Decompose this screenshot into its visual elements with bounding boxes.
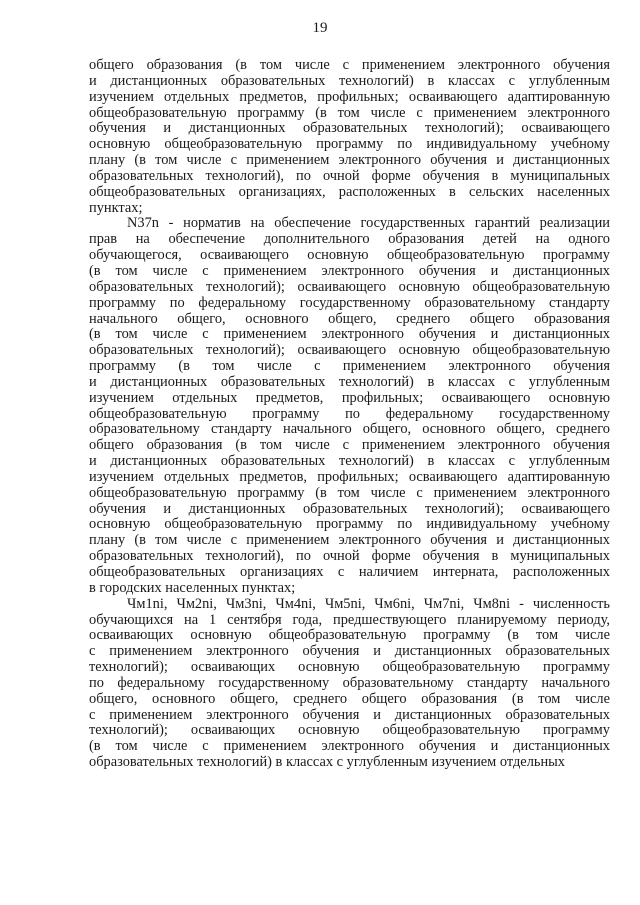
text-line: плану (в том числе с применением электронного обучения и дистанционных xyxy=(89,152,610,169)
text-line: технологий); осваивающих основную общеобразовательную программу xyxy=(89,722,610,739)
text-line: с применением электронного обучения и дистанционных образовательных xyxy=(89,643,610,660)
text-line: образовательных технологий); осваивающего основную общеобразовательную xyxy=(89,278,610,295)
text-line: образовательных технологий), по очной форме обучения в муниципальных xyxy=(89,548,610,565)
text-line: технологий); осваивающих основную общеобразовательную программу xyxy=(89,659,610,676)
paragraph-p3 xyxy=(89,597,610,771)
text-line: и дистанционных образовательных технологий) в классах с углубленным xyxy=(89,72,610,89)
text-line: обучающихся на 1 сентября года, предшествующего планируемому периоду, xyxy=(89,611,610,628)
text-line: изучением отдельных предметов, профильных; осваивающего адаптированную xyxy=(89,468,610,485)
text-line: Чм1ni, Чм2ni, Чм3ni, Чм4ni, Чм5ni, Чм6ni, Чм7ni, Чм8ni - численность xyxy=(127,595,610,612)
text-line: (в том числе с применением электронного обучения и дистанционных xyxy=(89,738,610,755)
text-line: общего образования (в том числе с применением электронного обучения xyxy=(89,437,610,454)
text-line: и дистанционных образовательных технологий) в классах с углубленным xyxy=(89,373,610,390)
text-line: общеобразовательных организациях с наличием интерната, расположенных xyxy=(89,564,610,580)
text-line: общего образования (в том числе с применением электронного обучения xyxy=(89,57,610,73)
text-line: по федеральному государственному образовательному стандарту начального xyxy=(89,674,610,691)
text-line: изучением отдельных предметов, профильных; осваивающего основную xyxy=(89,389,610,406)
text-line: общеобразовательную программу (в том числе с применением электронного xyxy=(89,484,610,501)
text-line: общеобразовательную программу по федеральному государственному xyxy=(89,405,610,422)
text-line: общеобразовательных организациях, расположенных в сельских населенных xyxy=(89,183,610,200)
text-line: в городских населенных пунктах; xyxy=(89,579,296,596)
text-line: обучения и дистанционных образовательных технологий); осваивающего xyxy=(89,120,610,137)
text-line: пунктах; xyxy=(89,199,143,216)
text-line: осваивающих основную общеобразовательную программу (в том числе xyxy=(89,627,610,644)
text-line: и дистанционных образовательных технологий) в классах с углубленным xyxy=(89,453,610,470)
text-line: образовательных технологий) в классах с углубленным изучением отдельных xyxy=(89,754,566,771)
paragraph-p2 xyxy=(89,216,610,596)
text-line: (в том числе с применением электронного обучения и дистанционных xyxy=(89,262,610,279)
paragraph-p1 xyxy=(89,58,610,216)
text-line: (в том числе с применением электронного обучения и дистанционных xyxy=(89,326,610,343)
body-text xyxy=(89,58,610,771)
text-line: обучающегося, осваивающего основную общеобразовательную программу xyxy=(89,247,610,264)
text-line: образовательному стандарту начального общего, основного общего, среднего xyxy=(89,421,610,438)
text-line: плану (в том числе с применением электронного обучения и дистанционных xyxy=(89,532,610,549)
text-line: обучения и дистанционных образовательных технологий); осваивающего xyxy=(89,500,610,517)
text-line: общеобразовательную программу (в том числе с применением электронного xyxy=(89,104,610,121)
text-line: образовательных технологий), по очной форме обучения в муниципальных xyxy=(89,167,610,184)
text-line: общего, основного общего, среднего общего образования (в том числе xyxy=(89,690,610,707)
text-line: основную общеобразовательную программу по индивидуальному учебному xyxy=(89,516,610,533)
page-number: 19 xyxy=(312,20,328,36)
text-line: начального общего, основного общего, среднего общего образования xyxy=(89,310,610,327)
text-line: прав на обеспечение дополнительного образования детей на одного xyxy=(89,231,610,248)
text-line: образовательных технологий); осваивающего основную общеобразовательную xyxy=(89,342,610,359)
text-line: N37n - норматив на обеспечение государственных гарантий реализации xyxy=(127,215,610,232)
text-line: изучением отдельных предметов, профильных; осваивающего адаптированную xyxy=(89,88,610,105)
text-line: программу (в том числе с применением электронного обучения xyxy=(89,358,610,375)
text-line: основную общеобразовательную программу по индивидуальному учебному xyxy=(89,136,610,153)
text-line: программу по федеральному государственному образовательному стандарту xyxy=(89,294,610,311)
text-line: с применением электронного обучения и дистанционных образовательных xyxy=(89,706,610,723)
